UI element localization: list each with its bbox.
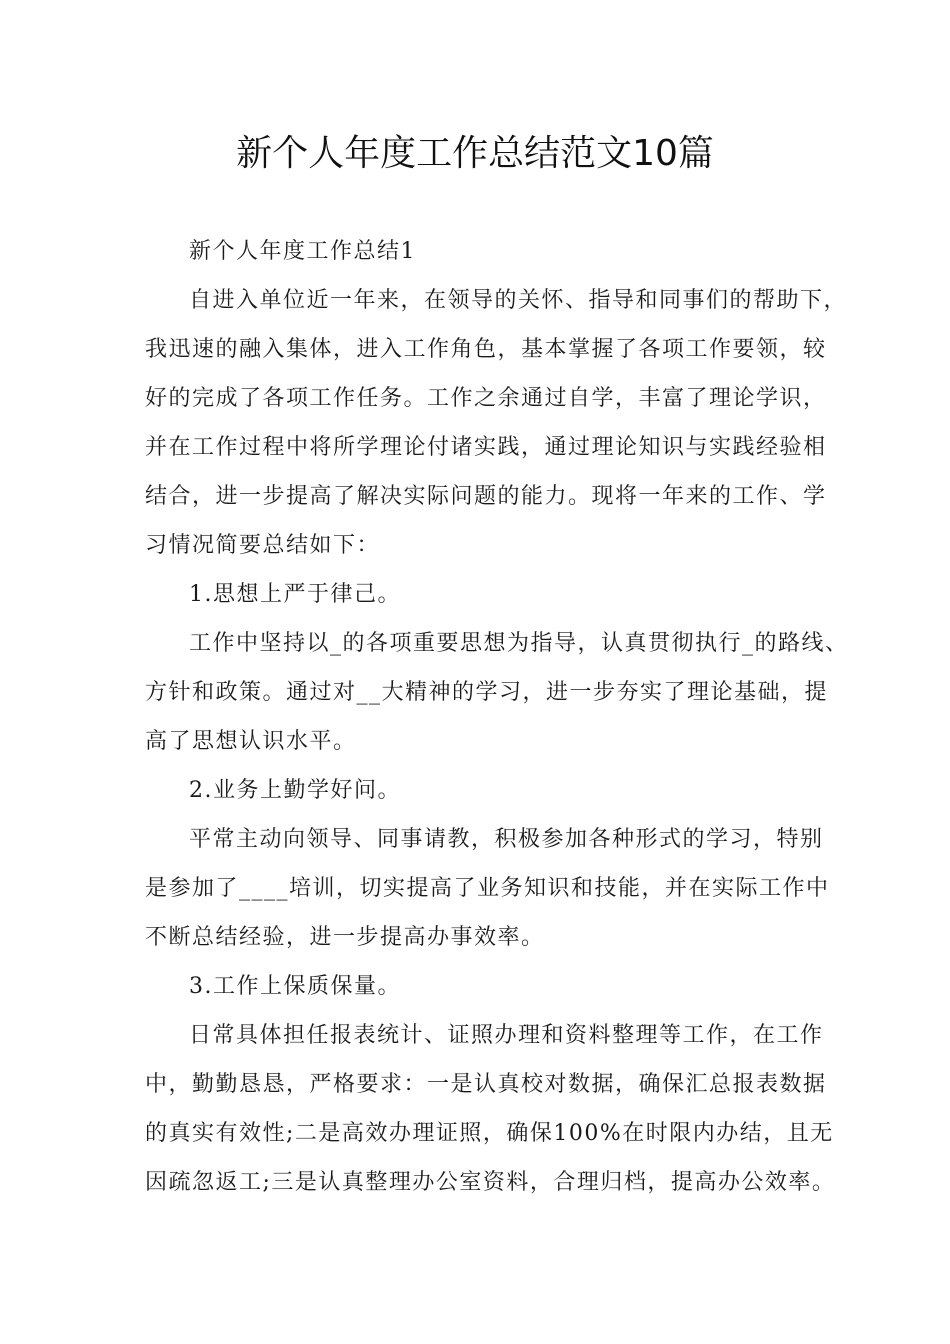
paragraph-line: 习情况简要总结如下： — [145, 533, 381, 558]
paragraph-line: 平常主动向领导、同事请教，积极参加各种形式的学习，特别 — [189, 827, 824, 852]
paragraph-line: 不断总结经验，进一步提高办事效率。 — [145, 925, 545, 950]
paragraph-line: 日常具体担任报表统计、证照办理和资料整理等工作，在工作 — [189, 1023, 824, 1048]
paragraph-line: 我迅速的融入集体，进入工作角色，基本掌握了各项工作要领，较 — [145, 337, 827, 362]
paragraph-line: 结合，进一步提高了解决实际问题的能力。现将一年来的工作、学 — [145, 484, 827, 509]
paragraph-line: 高了思想认识水平。 — [145, 729, 357, 754]
paragraph-line: 中，勤勤恳恳，严格要求：一是认真校对数据，确保汇总报表数据 — [145, 1072, 827, 1097]
paragraph-line: 方针和政策。通过对__大精神的学习，进一步夯实了理论基础，提 — [145, 680, 829, 705]
paragraph-line: 的真实有效性;二是高效办理证照，确保100%在时限内办结，且无 — [145, 1121, 834, 1146]
list-item-heading: 2.业务上勤学好问。 — [189, 778, 401, 803]
list-item-heading: 1.思想上严于律己。 — [189, 582, 401, 607]
paragraph-line: 并在工作过程中将所学理论付诸实践，通过理论知识与实践经验相 — [145, 435, 827, 460]
list-item-heading: 3.工作上保质保量。 — [189, 974, 401, 999]
document-title: 新个人年度工作总结范文10篇 — [236, 133, 714, 174]
paragraph-line: 好的完成了各项工作任务。工作之余通过自学，丰富了理论学识， — [145, 386, 827, 411]
paragraph-line: 是参加了____培训，切实提高了业务知识和技能，并在实际工作中 — [145, 876, 830, 901]
paragraph-line: 工作中坚持以_的各项重要思想为指导，认真贯彻执行_的路线、 — [189, 631, 849, 656]
paragraph-line: 自进入单位近一年来，在领导的关怀、指导和同事们的帮助下， — [189, 288, 848, 313]
paragraph-line: 因疏忽返工;三是认真整理办公室资料，合理归档，提高办公效率。 — [145, 1170, 836, 1195]
section-heading: 新个人年度工作总结1 — [189, 239, 416, 264]
